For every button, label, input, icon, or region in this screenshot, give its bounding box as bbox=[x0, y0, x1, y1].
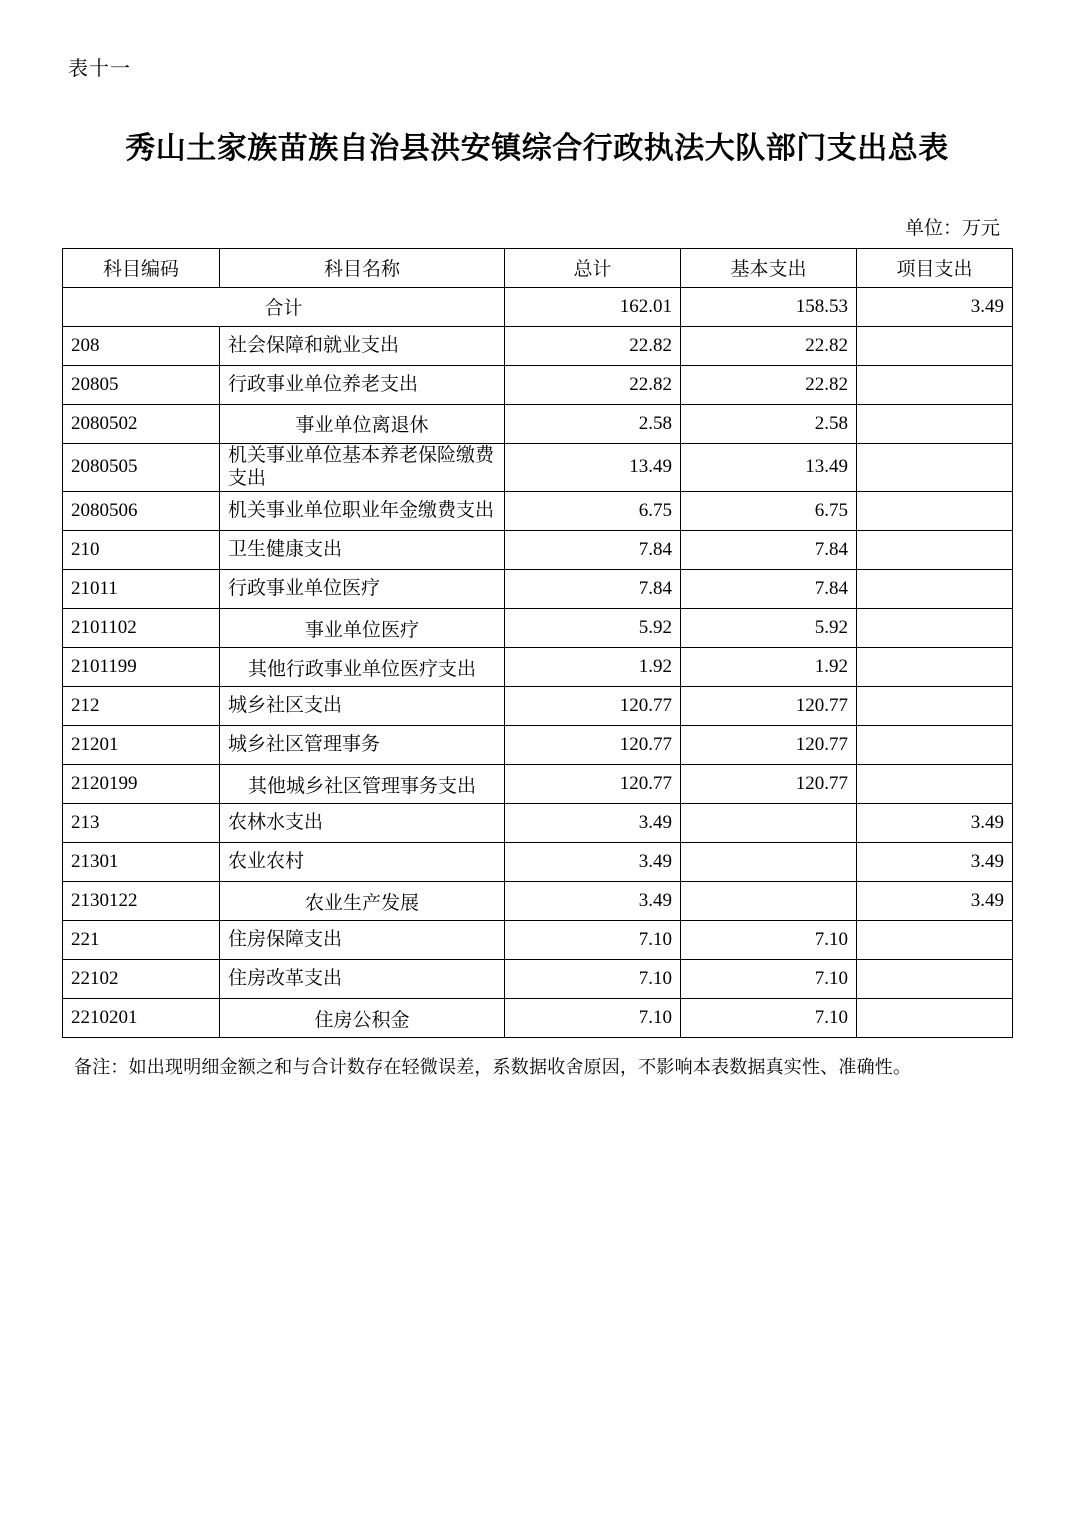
row-name: 城乡社区支出 bbox=[220, 687, 505, 726]
row-code: 2080506 bbox=[63, 492, 220, 531]
column-header-total: 总计 bbox=[505, 248, 681, 287]
row-project bbox=[857, 726, 1013, 765]
total-row-total: 162.01 bbox=[505, 287, 681, 326]
row-basic bbox=[681, 804, 857, 843]
total-row-project: 3.49 bbox=[857, 287, 1013, 326]
row-name: 行政事业单位养老支出 bbox=[220, 365, 505, 404]
row-basic: 6.75 bbox=[681, 492, 857, 531]
row-name: 机关事业单位基本养老保险缴费支出 bbox=[220, 443, 505, 492]
row-name: 其他行政事业单位医疗支出 bbox=[220, 648, 505, 687]
row-code: 22102 bbox=[63, 960, 220, 999]
row-code: 213 bbox=[63, 804, 220, 843]
table-total-row bbox=[63, 287, 1013, 326]
table-row bbox=[63, 999, 1013, 1038]
table-row bbox=[63, 960, 1013, 999]
row-basic: 5.92 bbox=[681, 609, 857, 648]
row-basic bbox=[681, 843, 857, 882]
row-code: 2080505 bbox=[63, 443, 220, 492]
column-header-project: 项目支出 bbox=[857, 248, 1013, 287]
total-row-basic: 158.53 bbox=[681, 287, 857, 326]
row-basic: 7.84 bbox=[681, 531, 857, 570]
table-row bbox=[63, 570, 1013, 609]
table-row bbox=[63, 609, 1013, 648]
table-row bbox=[63, 648, 1013, 687]
row-code: 208 bbox=[63, 326, 220, 365]
row-total: 2.58 bbox=[505, 404, 681, 443]
row-project: 3.49 bbox=[857, 882, 1013, 921]
row-project: 3.49 bbox=[857, 843, 1013, 882]
table-header-row bbox=[63, 248, 1013, 287]
row-code: 2101102 bbox=[63, 609, 220, 648]
row-project bbox=[857, 648, 1013, 687]
unit-note: 单位：万元 bbox=[904, 217, 1000, 239]
row-code: 21301 bbox=[63, 843, 220, 882]
row-basic: 2.58 bbox=[681, 404, 857, 443]
row-total: 3.49 bbox=[505, 843, 681, 882]
row-total: 3.49 bbox=[505, 882, 681, 921]
row-total: 7.10 bbox=[505, 960, 681, 999]
row-name: 社会保障和就业支出 bbox=[220, 326, 505, 365]
row-code: 221 bbox=[63, 921, 220, 960]
row-total: 5.92 bbox=[505, 609, 681, 648]
row-project bbox=[857, 999, 1013, 1038]
row-name: 事业单位医疗 bbox=[220, 609, 505, 648]
expenditure-table bbox=[62, 248, 1013, 1039]
row-total: 120.77 bbox=[505, 726, 681, 765]
row-total: 7.10 bbox=[505, 999, 681, 1038]
row-code: 212 bbox=[63, 687, 220, 726]
row-basic: 120.77 bbox=[681, 726, 857, 765]
table-row bbox=[63, 765, 1013, 804]
column-header-basic: 基本支出 bbox=[681, 248, 857, 287]
row-name: 农林水支出 bbox=[220, 804, 505, 843]
row-code: 2210201 bbox=[63, 999, 220, 1038]
row-project bbox=[857, 492, 1013, 531]
row-basic: 7.84 bbox=[681, 570, 857, 609]
row-code: 210 bbox=[63, 531, 220, 570]
row-project bbox=[857, 687, 1013, 726]
row-code: 2101199 bbox=[63, 648, 220, 687]
column-header-name: 科目名称 bbox=[220, 248, 505, 287]
row-total: 22.82 bbox=[505, 326, 681, 365]
row-basic: 120.77 bbox=[681, 687, 857, 726]
row-project bbox=[857, 443, 1013, 492]
total-row-label: 合计 bbox=[63, 287, 505, 326]
table-row bbox=[63, 404, 1013, 443]
table-row bbox=[63, 882, 1013, 921]
row-name: 住房保障支出 bbox=[220, 921, 505, 960]
row-name: 卫生健康支出 bbox=[220, 531, 505, 570]
table-row bbox=[63, 687, 1013, 726]
row-basic: 1.92 bbox=[681, 648, 857, 687]
row-total: 7.84 bbox=[505, 570, 681, 609]
page-title: 秀山土家族苗族自治县洪安镇综合行政执法大队部门支出总表 bbox=[125, 132, 949, 165]
row-code: 20805 bbox=[63, 365, 220, 404]
column-header-code: 科目编码 bbox=[63, 248, 220, 287]
row-total: 3.49 bbox=[505, 804, 681, 843]
row-total: 120.77 bbox=[505, 687, 681, 726]
row-name: 农业农村 bbox=[220, 843, 505, 882]
table-row bbox=[63, 443, 1013, 492]
row-project bbox=[857, 609, 1013, 648]
row-project bbox=[857, 404, 1013, 443]
row-name: 事业单位离退休 bbox=[220, 404, 505, 443]
row-basic: 22.82 bbox=[681, 365, 857, 404]
row-project bbox=[857, 570, 1013, 609]
row-basic: 7.10 bbox=[681, 999, 857, 1038]
row-basic: 7.10 bbox=[681, 960, 857, 999]
row-basic: 120.77 bbox=[681, 765, 857, 804]
row-name: 农业生产发展 bbox=[220, 882, 505, 921]
table-row bbox=[63, 843, 1013, 882]
row-total: 120.77 bbox=[505, 765, 681, 804]
row-project bbox=[857, 921, 1013, 960]
row-name: 其他城乡社区管理事务支出 bbox=[220, 765, 505, 804]
row-code: 2120199 bbox=[63, 765, 220, 804]
row-project bbox=[857, 365, 1013, 404]
table-row bbox=[63, 804, 1013, 843]
row-code: 21011 bbox=[63, 570, 220, 609]
row-total: 13.49 bbox=[505, 443, 681, 492]
row-project bbox=[857, 765, 1013, 804]
row-basic: 13.49 bbox=[681, 443, 857, 492]
row-code: 21201 bbox=[63, 726, 220, 765]
row-name: 行政事业单位医疗 bbox=[220, 570, 505, 609]
row-project: 3.49 bbox=[857, 804, 1013, 843]
row-project bbox=[857, 531, 1013, 570]
table-row bbox=[63, 365, 1013, 404]
table-row bbox=[63, 726, 1013, 765]
table-row bbox=[63, 492, 1013, 531]
row-name: 机关事业单位职业年金缴费支出 bbox=[220, 492, 505, 531]
row-total: 1.92 bbox=[505, 648, 681, 687]
row-basic: 7.10 bbox=[681, 921, 857, 960]
row-project bbox=[857, 960, 1013, 999]
row-basic: 22.82 bbox=[681, 326, 857, 365]
row-code: 2080502 bbox=[63, 404, 220, 443]
row-basic bbox=[681, 882, 857, 921]
table-row bbox=[63, 921, 1013, 960]
row-name: 城乡社区管理事务 bbox=[220, 726, 505, 765]
footnote: 备注：如出现明细金额之和与合计数存在轻微误差，系数据收舍原因，不影响本表数据真实性、准确性。 bbox=[74, 1057, 912, 1077]
row-code: 2130122 bbox=[63, 882, 220, 921]
row-name: 住房改革支出 bbox=[220, 960, 505, 999]
row-total: 7.84 bbox=[505, 531, 681, 570]
table-label: 表十一 bbox=[68, 58, 131, 80]
table-row bbox=[63, 531, 1013, 570]
row-total: 7.10 bbox=[505, 921, 681, 960]
row-project bbox=[857, 326, 1013, 365]
row-name: 住房公积金 bbox=[220, 999, 505, 1038]
table-row bbox=[63, 326, 1013, 365]
row-total: 6.75 bbox=[505, 492, 681, 531]
row-total: 22.82 bbox=[505, 365, 681, 404]
